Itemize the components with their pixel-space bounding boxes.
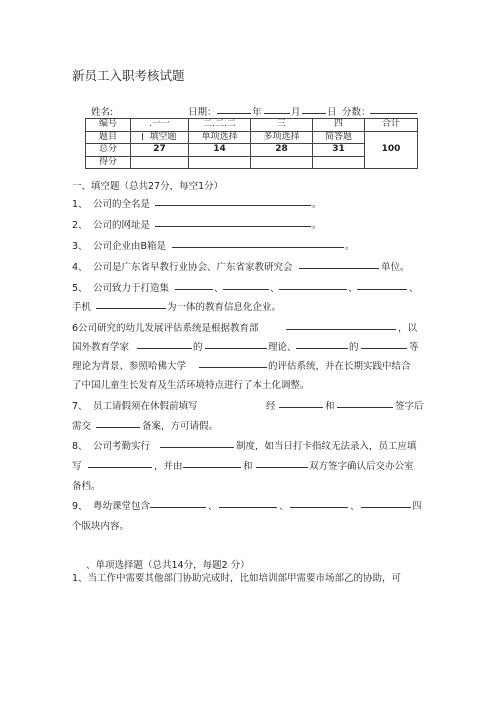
separator: 、	[409, 283, 419, 294]
question-text: 为一体的教育信息化企业。	[167, 302, 282, 313]
separator: 、	[270, 283, 280, 294]
table-cell: 27	[131, 144, 189, 157]
question-number: 3、	[72, 241, 88, 252]
score-label: 分数：	[342, 107, 371, 118]
question-text: 。	[312, 220, 322, 231]
answer-blank[interactable]	[223, 280, 269, 290]
answer-blank[interactable]	[279, 398, 323, 408]
table-cell: 总分	[86, 144, 131, 157]
answer-blank[interactable]	[205, 339, 267, 349]
separator: 、	[348, 283, 358, 294]
table-cell: 多项选择	[251, 131, 313, 144]
question-text: 理论、	[268, 342, 297, 353]
question-text: 公司的全名是	[93, 199, 151, 210]
answer-blank[interactable]	[150, 498, 206, 508]
question-text: 公司企业由B箱是	[93, 241, 167, 252]
answer-blank[interactable]	[96, 418, 140, 428]
day-label: 日	[327, 107, 337, 118]
answer-blank[interactable]	[296, 339, 348, 349]
table-cell: 31	[313, 144, 365, 157]
question-text: 和	[243, 461, 253, 472]
section-heading: 、单项选择题（总共14分，每题2 分）	[86, 560, 250, 571]
separator: 、	[350, 501, 360, 512]
question-text: 四	[412, 501, 422, 512]
question-text: 1、当工作中需要其他部门协助完成时，比如培训部甲需要市场部乙的协助，可	[72, 573, 402, 584]
question-text: 理论为背景、参照哈佛大学	[72, 361, 187, 372]
question-text: 。	[345, 241, 355, 252]
question-text: 了中国儿童生长发育及生活环境特点进行了本土化调整。	[72, 380, 310, 391]
question-text: 的	[193, 342, 203, 353]
score-input-cell[interactable]	[251, 156, 313, 169]
answer-blank[interactable]	[299, 259, 379, 269]
table-cell: 填空题	[131, 131, 189, 144]
question-number: 2、	[72, 220, 88, 231]
separator: 、	[214, 283, 224, 294]
question-text: 经	[266, 401, 276, 412]
answer-blank[interactable]	[286, 320, 396, 330]
table-cell: 编号	[86, 119, 131, 132]
table-cell: 四	[313, 119, 365, 132]
question-number: 5、	[72, 283, 88, 294]
month-label: 月	[291, 107, 301, 118]
question-text: 写	[72, 461, 82, 472]
document-title: 新员工入职考核试题	[72, 68, 185, 83]
section-heading: 一、填空题（总共27分，每空1分）	[72, 181, 224, 192]
question-text: 备档。	[72, 481, 101, 492]
answer-blank[interactable]	[290, 498, 348, 508]
question-text: 和	[325, 401, 335, 412]
answer-blank[interactable]	[279, 280, 347, 290]
total-cell: 100	[365, 131, 418, 169]
question-text: 6公司研究的幼儿发展评估系统是根据教育部	[72, 323, 259, 334]
day-field[interactable]	[302, 104, 326, 114]
question-text: 单位。	[381, 262, 410, 273]
score-table	[85, 118, 418, 169]
answer-blank[interactable]	[155, 196, 311, 206]
question-number: 4、	[72, 262, 88, 273]
question-text: 个版块内容。	[72, 521, 130, 532]
question-text: 的评估系统，并在长期实践中结合	[268, 361, 411, 372]
answer-blank[interactable]	[199, 358, 267, 368]
question-text: ，以	[398, 323, 418, 334]
question-text: 双方签字确认后交办公室	[309, 461, 414, 472]
question-number: 9、	[72, 501, 88, 512]
table-cell: 题目	[86, 131, 131, 144]
question-text: 等	[409, 342, 419, 353]
answer-blank[interactable]	[219, 498, 277, 508]
question-number: 8、	[72, 441, 88, 452]
answer-blank[interactable]	[160, 438, 234, 448]
question-text: 员工请假须在休假前填写	[93, 401, 198, 412]
month-field[interactable]	[264, 104, 290, 114]
answer-blank[interactable]	[88, 458, 152, 468]
table-row	[86, 131, 418, 144]
answer-blank[interactable]	[361, 339, 407, 349]
date-label: 日期：	[188, 107, 217, 118]
score-input-cell[interactable]	[131, 156, 189, 169]
question-text: 签字后	[395, 401, 424, 412]
score-field[interactable]	[370, 104, 417, 114]
table-cell: 单项选择	[189, 131, 251, 144]
answer-blank[interactable]	[361, 498, 411, 508]
table-cell: 14	[189, 144, 251, 157]
year-label: 年	[252, 107, 262, 118]
question-text: 需交	[72, 421, 92, 432]
answer-blank[interactable]	[256, 458, 308, 468]
table-cell: 28	[251, 144, 313, 157]
answer-blank[interactable]	[357, 280, 407, 290]
answer-blank[interactable]	[183, 458, 241, 468]
question-text: 公司的网址是	[93, 220, 151, 231]
table-cell: 三	[251, 119, 313, 132]
question-text: 公司致力于打造集	[93, 283, 170, 294]
question-text: ，并由	[154, 461, 183, 472]
question-text: 的	[349, 342, 359, 353]
question-text: 公司是广东省早教行业协会、广东省家教研究会	[93, 262, 293, 273]
question-number: 7、	[72, 401, 88, 412]
answer-blank[interactable]	[155, 217, 311, 227]
question-text: 。	[312, 199, 322, 210]
question-text: 国外教育学家	[72, 342, 130, 353]
question-text: 手机	[72, 302, 92, 313]
table-cell: 得分	[86, 156, 131, 169]
question-text: 公司考勤实行	[93, 441, 151, 452]
answer-blank[interactable]	[175, 280, 213, 290]
name-label: 姓名:	[91, 107, 114, 118]
question-number: 1、	[72, 199, 88, 210]
score-input-cell[interactable]	[189, 156, 251, 169]
answer-blank[interactable]	[96, 299, 166, 309]
table-cell: 二.二.二	[189, 119, 251, 132]
separator: 、	[208, 501, 218, 512]
answer-blank[interactable]	[337, 398, 393, 408]
table-row	[86, 119, 418, 132]
question-text: 粤幼课堂包含	[93, 501, 151, 512]
answer-blank[interactable]	[172, 238, 344, 248]
question-text: 制度，如当日打卡指纹无法录入，员工应填	[236, 441, 417, 452]
answer-blank[interactable]	[137, 339, 192, 349]
question-text: 备案，方可请假。	[142, 421, 219, 432]
separator: 、	[279, 501, 289, 512]
score-input-cell[interactable]	[313, 156, 365, 169]
table-cell: 合计	[365, 119, 418, 132]
year-field[interactable]	[217, 104, 251, 114]
table-cell: .一一	[131, 119, 189, 132]
table-cell: 简答题	[313, 131, 365, 144]
